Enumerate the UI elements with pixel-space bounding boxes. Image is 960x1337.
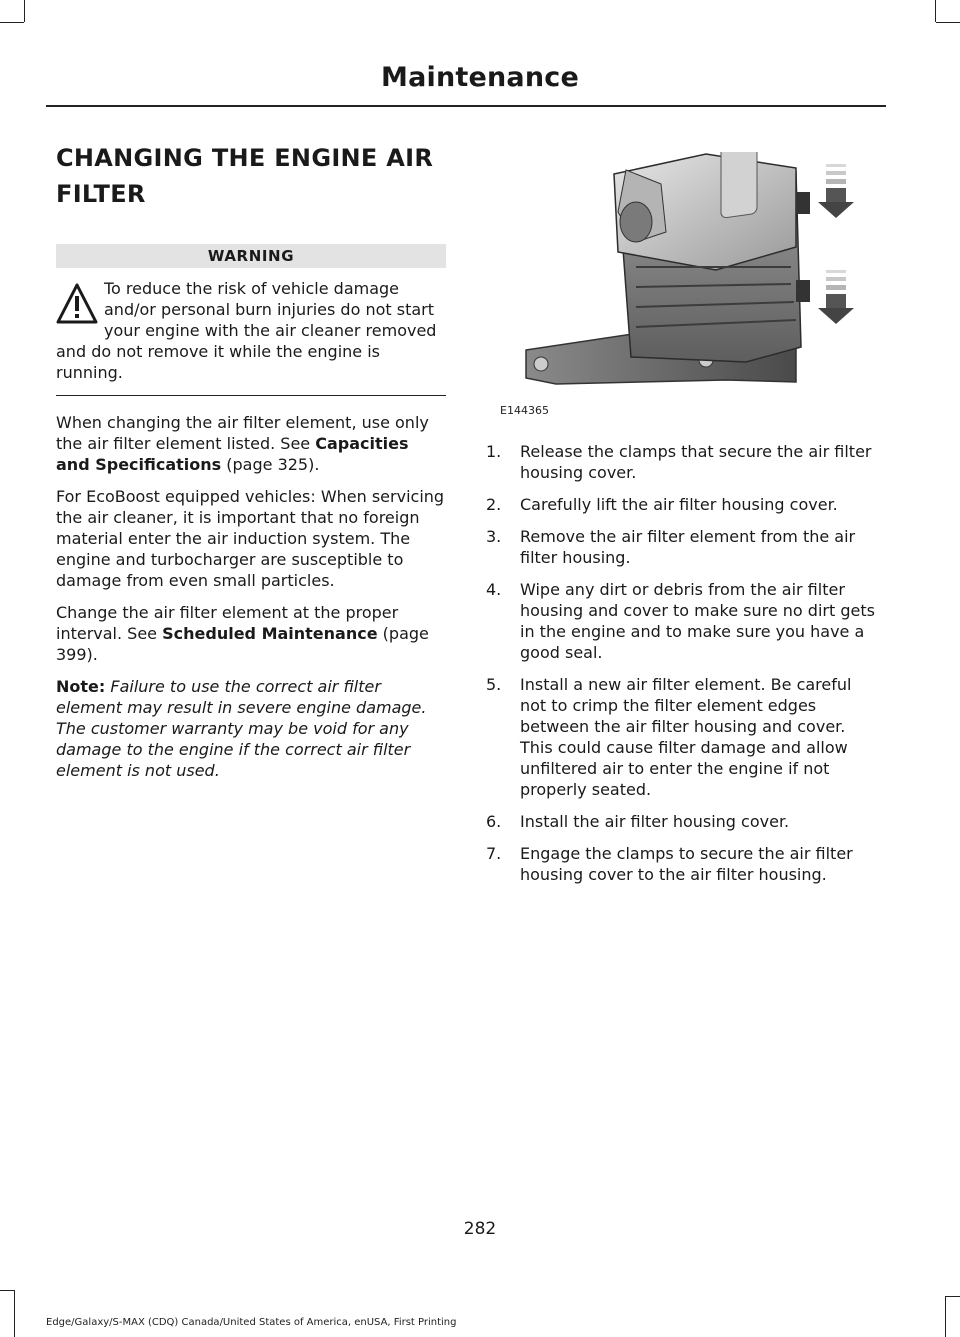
paragraph-interval: Change the air filter element at the proper interval. See Scheduled Maintenance (page 399). bbox=[56, 603, 429, 664]
crop-mark bbox=[936, 22, 960, 23]
crop-mark bbox=[945, 1296, 946, 1337]
note-text: Failure to use the correct air filter element may result in severe engine damage. The customer warranty may be void for any damage to the engine if the correct air filter element is not used. bbox=[56, 677, 427, 780]
warning-rule bbox=[56, 395, 446, 396]
note-paragraph bbox=[56, 676, 446, 781]
procedure-steps bbox=[486, 441, 880, 896]
step-item: 4. Wipe any dirt or debris from the air filter housing and cover to make sure no dirt gets in the engine and to make sure you have a good seal. bbox=[486, 580, 875, 662]
note-label: Note: bbox=[56, 677, 106, 696]
paragraph-air-filter-spec: When changing the air filter element, use only the air filter element listed. See Capacities and Specifications (page 325). bbox=[56, 413, 429, 474]
warning-label: WARNING bbox=[56, 244, 446, 268]
crop-mark bbox=[14, 1290, 15, 1337]
footer-text: Edge/Galaxy/S-MAX (CDQ) Canada/United States of America, enUSA, First Printing bbox=[46, 1317, 457, 1328]
section-title-line1: CHANGING THE ENGINE AIR bbox=[56, 144, 434, 172]
step-item: 5. Install a new air filter element. Be careful not to crimp the filter element edges between the air filter housing and cover. This could cause filter damage and allow unfiltered air to enter the engine if not properly seated. bbox=[486, 675, 852, 799]
crop-mark bbox=[24, 0, 25, 22]
link-capacities-specifications[interactable]: Capacities and Specifications bbox=[56, 434, 409, 474]
step-item: 2. Carefully lift the air filter housing cover. bbox=[486, 495, 838, 514]
page-number: 282 bbox=[463, 1219, 497, 1239]
crop-mark bbox=[0, 1290, 14, 1291]
crop-mark bbox=[935, 0, 936, 22]
warning-box bbox=[56, 278, 446, 383]
step-item: 7. Engage the clamps to secure the air filter housing cover to the air filter housing. bbox=[486, 844, 853, 884]
section-title bbox=[56, 140, 446, 212]
air-filter-housing-illustration bbox=[496, 152, 880, 420]
down-arrow-icon bbox=[818, 164, 854, 218]
warning-triangle-icon bbox=[56, 282, 98, 326]
crop-mark bbox=[0, 22, 24, 23]
link-scheduled-maintenance[interactable]: Scheduled Maintenance bbox=[162, 624, 378, 643]
section-title-line2: FILTER bbox=[56, 180, 146, 208]
crop-mark bbox=[946, 1296, 960, 1297]
down-arrow-icon bbox=[818, 270, 854, 324]
left-column bbox=[56, 140, 446, 781]
step-item: 6. Install the air filter housing cover. bbox=[486, 812, 790, 831]
page-header-title: Maintenance bbox=[381, 62, 579, 93]
warning-text: To reduce the risk of vehicle damage and/or personal burn injuries do not start your engine with the air cleaner removed and do not remove it while the engine is running. bbox=[56, 279, 437, 382]
paragraph-ecoboost: For EcoBoost equipped vehicles: When servicing the air cleaner, it is important that no foreign material enter the air induction system. The engine and turbocharger are susceptible to damage from even small particles. bbox=[56, 487, 445, 590]
figure-code: E144365 bbox=[500, 404, 549, 417]
header-rule bbox=[46, 105, 886, 107]
step-item: 3. Remove the air filter element from the air filter housing. bbox=[486, 527, 856, 567]
step-item: 1. Release the clamps that secure the air filter housing cover. bbox=[486, 442, 872, 482]
air-filter-housing-drawing bbox=[496, 152, 880, 402]
